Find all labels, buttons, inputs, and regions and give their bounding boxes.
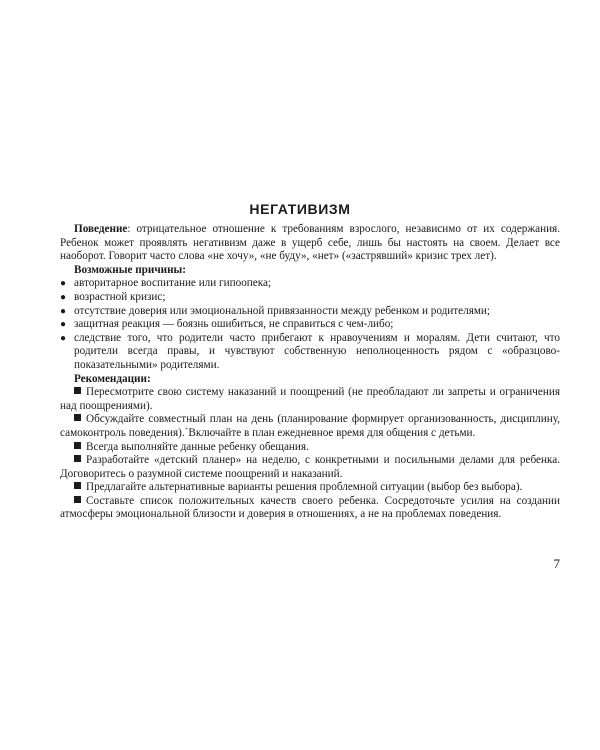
cause-item: [60, 291, 560, 305]
recommendation-item: [60, 413, 560, 440]
cause-item-text: защитная реакция — боязнь ошибиться, не справиться с чем-либо;: [74, 318, 394, 331]
recommendation-text: Пересмотрите свою систему наказаний и поощрений (не преобладают ли запреты и ограничения над поощрениями).: [60, 386, 560, 412]
cause-item: [60, 332, 560, 373]
recommendation-text: Обсуждайте совместный план на день (планирование формирует организованность, дисциплину, самоконтроль поведения).`Включайте в план ежедневное время для общения с детьми.: [60, 413, 560, 439]
cause-item-text: возрастной кризис;: [74, 290, 166, 303]
behavior-paragraph: [60, 223, 560, 264]
causes-heading: [74, 264, 560, 278]
recommendations-heading: [74, 373, 560, 387]
square-bullet-icon: [74, 442, 81, 449]
recommendation-item: [60, 481, 560, 495]
recommendation-item: [60, 441, 560, 455]
recommendation-item: [60, 454, 560, 481]
recommendations-heading-text: Рекомендации: [74, 372, 147, 385]
square-bullet-icon: [74, 482, 81, 489]
recommendation-item: [60, 495, 560, 522]
square-bullet-icon: [74, 496, 81, 503]
recommendation-item: [60, 386, 560, 413]
cause-item: [60, 305, 560, 319]
cause-item-text: отсутствие доверия или эмоциональной привязанности между ребенком и родителями;: [74, 304, 491, 317]
bullet-icon: ●: [60, 278, 67, 290]
causes-heading-colon: :: [182, 263, 187, 276]
cause-item-text: следствие того, что родители часто прибегают к нравоучениям и моралям. Дети считают, что родители всегда правы, и чувствуют собственную неполноценность рядом с «образцово-показательными» родителями.: [74, 331, 560, 371]
square-bullet-icon: [74, 414, 81, 421]
page-title: НЕГАТИВИЗМ: [249, 201, 351, 217]
cause-item: [60, 318, 560, 332]
causes-heading-text: Возможные причины: [74, 263, 183, 276]
page-number: 7: [553, 556, 560, 571]
behavior-label: Поведение: [74, 223, 128, 235]
behavior-text: : отрицательное отношение к требованиям взрослого, независимо от их содержания. Ребенок может проявлять негативизм даже в ущерб себе, лишь бы настоять на своем. Делает все наоборот. Говорит часто слова «не хочу», «не буду», «нет» («застрявший» кризис трех лет).: [60, 223, 560, 263]
recommendation-text: Предлагайте альтернативные варианты решения проблемной ситуации (выбор без выбора).: [86, 481, 523, 494]
recommendation-text: Разработайте «детский планер» на неделю, с конкретными и посильными делами для ребенка. Договоритесь о разумной системе поощрений и наказаний.: [60, 454, 560, 480]
recommendation-text: Всегда выполняйте данные ребенку обещания.: [86, 440, 309, 453]
recommendation-text: Составьте список положительных качеств своего ребенка. Сосредоточьте усилия на создании атмосферы эмоциональной близости и доверия в отношениях, а не на проблемах поведения.: [60, 494, 560, 521]
cause-item: [60, 277, 560, 291]
bullet-icon: ●: [60, 291, 67, 303]
square-bullet-icon: [74, 455, 81, 462]
bullet-icon: ●: [60, 319, 67, 331]
bullet-icon: ●: [60, 305, 67, 317]
bullet-icon: ●: [60, 332, 67, 344]
recommendations-heading-colon: :: [146, 372, 151, 385]
square-bullet-icon: [74, 387, 81, 394]
document-body: [60, 223, 560, 522]
cause-item-text: авторитарное воспитание или гипоопека;: [74, 277, 272, 290]
